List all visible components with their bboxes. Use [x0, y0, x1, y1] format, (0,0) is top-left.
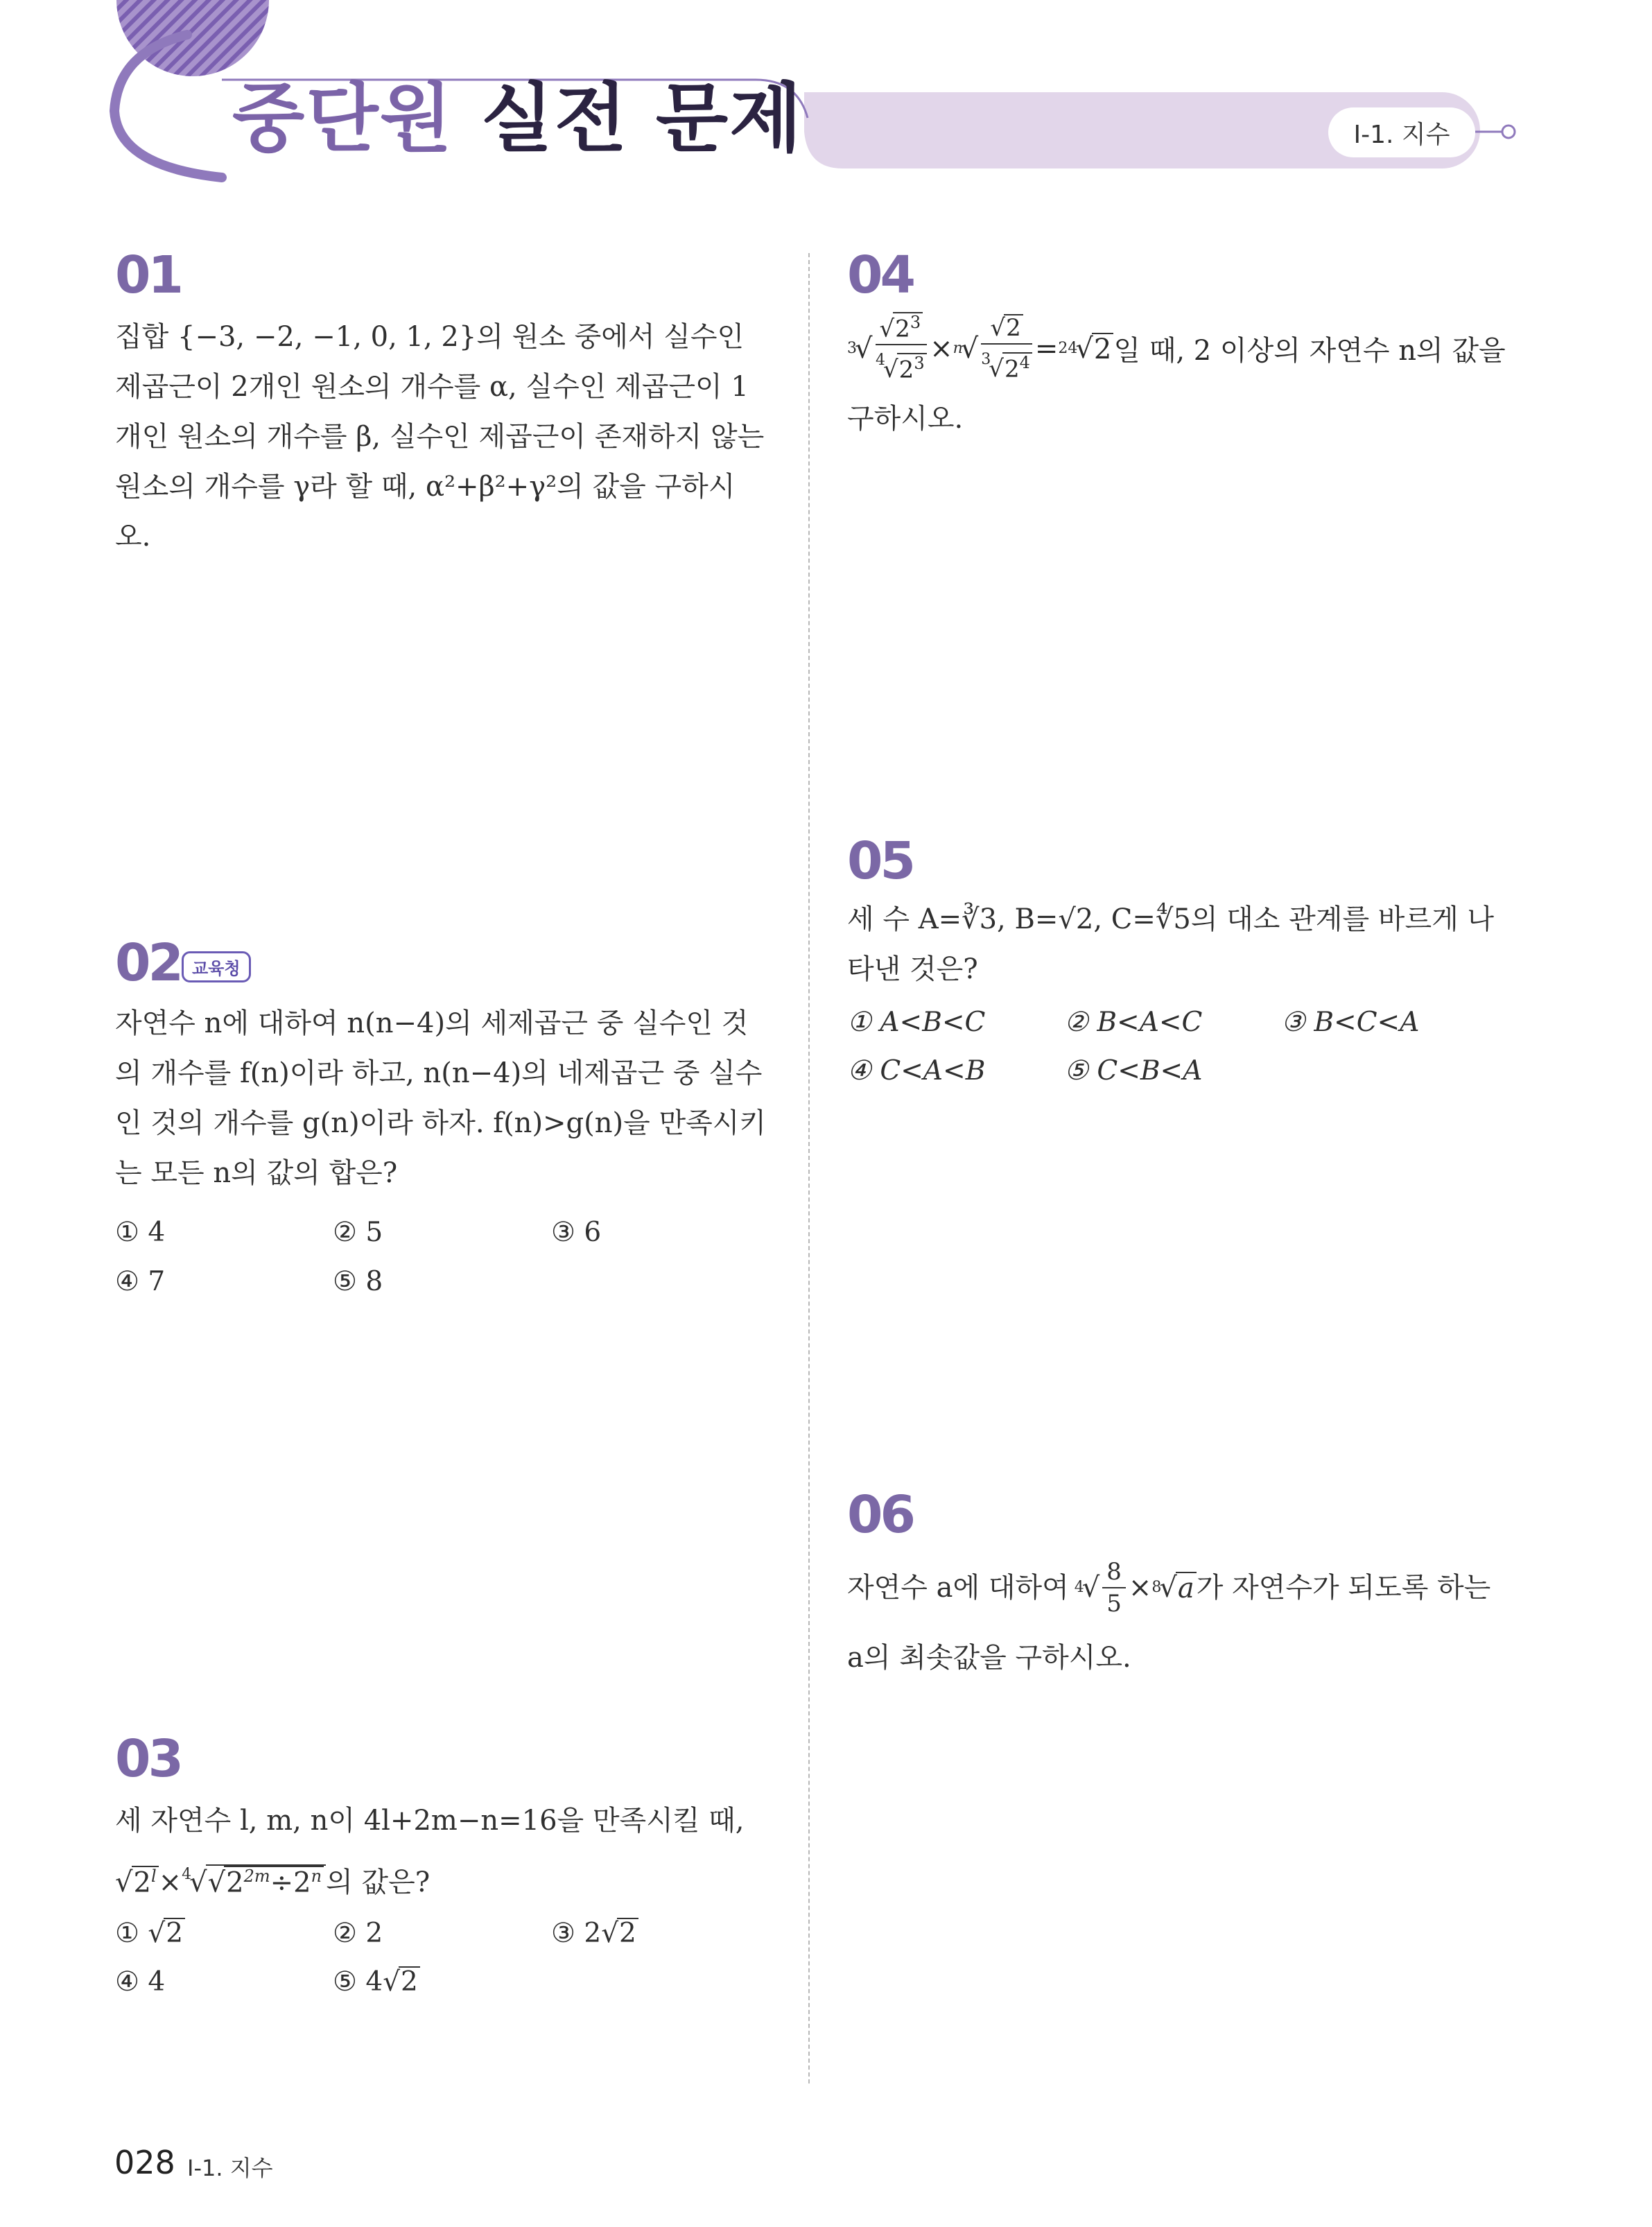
choice-2[interactable]: ② 2	[333, 1918, 383, 1949]
question-text: 자연수 n에 대하여 n(n−4)의 세제곱근 중 실수인 것의 개수를 f(n)이라 하고, n(n−4)의 네제곱근 중 실수인 것의 개수를 g(n)이라 하자. f(n)>g(n)을 만족시키는 모든 n의 값의 합은?	[115, 1007, 767, 1189]
choice-2[interactable]: ② 5	[333, 1217, 383, 1248]
choice-radicand: 2	[399, 1966, 420, 1998]
choice-radicand: 2	[164, 1918, 185, 1949]
question-number: 06	[847, 1485, 913, 1545]
question-text: 일 때, 2 이상의 자연수 n의 값을	[1113, 335, 1506, 367]
choice-label: ①	[115, 1918, 139, 1949]
header-end-dot	[1502, 125, 1515, 138]
question-text-line2: a의 최솟값을 구하시오.	[847, 1642, 1131, 1674]
question-text: 세 수 A=∛3, B=√2, C=∜5의 대소 관계를 바르게 나타낸 것은?	[847, 903, 1495, 985]
chapter-badge: Ⅰ-1. 지수	[1328, 107, 1475, 157]
question-number: 05	[847, 831, 913, 891]
choice-1[interactable]: ① A<B<C	[847, 1007, 986, 1038]
footer-chapter: Ⅰ-1. 지수	[187, 2155, 273, 2181]
title-part2: 실전 문제	[480, 76, 803, 162]
question-number: 04	[847, 245, 913, 305]
choice-label: ⑤ 4	[333, 1966, 383, 1998]
choice-3[interactable]: ③ B<C<A	[1281, 1007, 1420, 1038]
radical-expression: $√2^l\times^4√√2^{2m}\div 2^n$	[115, 1866, 326, 1898]
choice-4[interactable]: ④ 7	[115, 1266, 166, 1297]
choice-2[interactable]: ② B<A<C	[1064, 1007, 1203, 1038]
striped-semicircle	[116, 0, 269, 76]
choice-3[interactable]: ③ 6	[551, 1217, 602, 1248]
question-equation: 3 √ $\frac{√2^3}{^4√2^3}$ × n √ $\frac{√2}{^3√2^4}$ = 24 √ 2 일 때, 2 이상의 자연수 n의 값을	[847, 313, 1506, 384]
choice-4[interactable]: ④ C<A<B	[847, 1055, 986, 1086]
choice-5[interactable]: ⑤ 4√2	[333, 1966, 420, 1998]
choice-5[interactable]: ⑤ C<B<A	[1064, 1055, 1203, 1086]
source-badge: 교육청	[182, 951, 251, 982]
question-text-line2: 구하시오.	[847, 403, 964, 435]
question-text-after: 가 자연수가 되도록 하는	[1196, 1572, 1491, 1604]
choice-1[interactable]: ① 4	[115, 1217, 166, 1248]
page-title	[232, 76, 803, 162]
question-number: 02	[115, 933, 181, 993]
column-divider	[808, 253, 810, 2083]
choice-label: ③ 2	[551, 1918, 602, 1949]
choice-3[interactable]: ③ 2√2	[551, 1918, 638, 1949]
question-text-before: 자연수 a에 대하여	[847, 1572, 1069, 1604]
question-text-line1: 자연수 a에 대하여 4 √ $\frac{8}{5}$ × 8 √ a 가 자연수가 되도록 하는	[847, 1558, 1491, 1618]
question-expression	[115, 1850, 430, 1907]
page-number: 028	[114, 2144, 175, 2181]
choice-radicand: 2	[617, 1918, 638, 1949]
question-number: 01	[115, 245, 181, 305]
choice-4[interactable]: ④ 4	[115, 1966, 166, 1998]
question-text: 집합 {−3, −2, −1, 0, 1, 2}의 원소 중에서 실수인 제곱근이 2개인 원소의 개수를 α, 실수인 제곱근이 1개인 원소의 개수를 β, 실수인 제곱근이 존재하지 않는 원소의 개수를 γ라 할 때, α²+β²+γ²의 값을 구하시오.	[115, 321, 765, 553]
question-text-line1: 세 자연수 l, m, n이 4l+2m−n=16을 만족시킬 때,	[115, 1805, 745, 1837]
choice-5[interactable]: ⑤ 8	[333, 1266, 383, 1297]
question-text-tail: 의 값은?	[326, 1866, 431, 1898]
question-number: 03	[115, 1729, 181, 1789]
title-part1: 중단원	[232, 76, 453, 162]
choice-1[interactable]: ① √2	[115, 1918, 185, 1949]
